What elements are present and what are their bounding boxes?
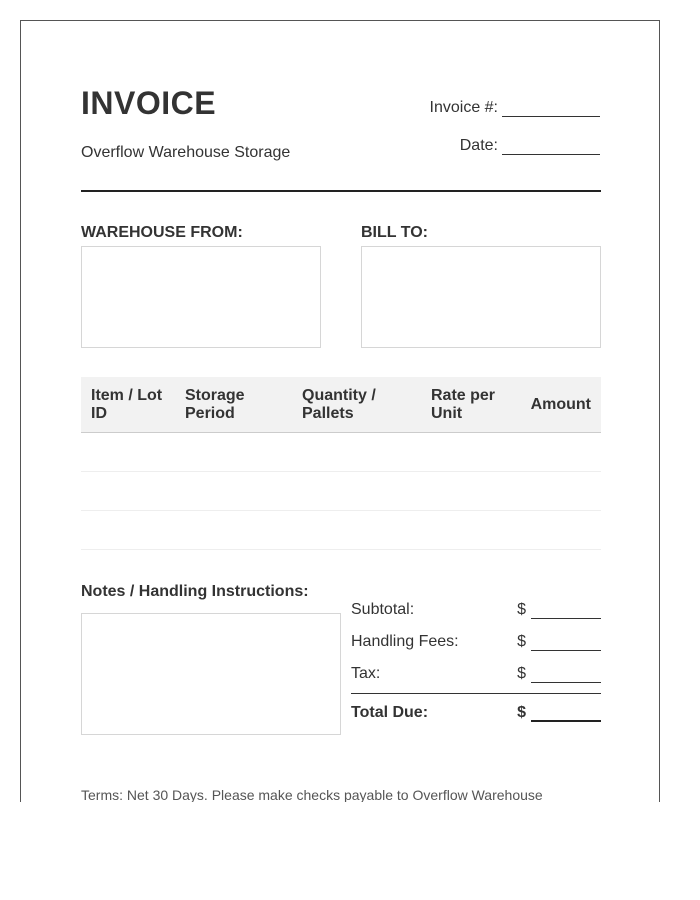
currency-symbol: $	[517, 665, 526, 682]
date-label: Date:	[459, 137, 498, 154]
bill-to-label: BILL TO:	[361, 224, 428, 241]
header-quantity-pallets: Quantity / Pallets	[302, 386, 376, 422]
total-due-label: Total Due:	[351, 704, 429, 721]
date-field[interactable]	[460, 137, 600, 155]
handling-fees-label: Handling Fees:	[351, 633, 459, 650]
header-storage-period: Storage Period	[185, 386, 245, 422]
currency-symbol: $	[517, 601, 526, 618]
table-row[interactable]	[81, 511, 601, 550]
subtotal-blank[interactable]	[531, 606, 601, 619]
notes-label: Notes / Handling Instructions:	[81, 583, 309, 600]
table-row[interactable]	[81, 472, 601, 511]
subtotal-row	[351, 587, 601, 619]
totals-block	[351, 587, 601, 722]
invoice-number-field[interactable]	[430, 99, 600, 117]
header-divider	[81, 190, 601, 192]
header-amount: Amount	[530, 395, 591, 413]
total-due-row	[351, 694, 601, 722]
table-header	[81, 377, 601, 433]
tax-row	[351, 651, 601, 683]
bill-to-box[interactable]	[361, 246, 601, 348]
warehouse-from-label: WAREHOUSE FROM:	[81, 224, 243, 241]
table-row[interactable]	[81, 433, 601, 472]
handling-fees-blank[interactable]	[531, 638, 601, 651]
header-item-lot-id: Item / Lot ID	[91, 386, 163, 422]
warehouse-from-box[interactable]	[81, 246, 321, 348]
payment-terms: Terms: Net 30 Days. Please make checks payable to Overflow Warehouse	[81, 787, 543, 802]
handling-fees-row	[351, 619, 601, 651]
tax-label: Tax:	[351, 665, 381, 682]
subtotal-label: Subtotal:	[351, 601, 415, 618]
total-due-blank[interactable]	[531, 708, 601, 722]
line-items-table	[81, 377, 601, 550]
header-rate-per-unit: Rate per Unit	[431, 386, 496, 422]
invoice-number-blank[interactable]	[502, 102, 600, 117]
date-blank[interactable]	[502, 140, 600, 155]
invoice-number-label: Invoice #:	[429, 99, 498, 116]
notes-box[interactable]	[81, 613, 341, 735]
tax-blank[interactable]	[531, 670, 601, 683]
currency-symbol: $	[517, 704, 526, 721]
invoice-sheet	[20, 20, 660, 802]
invoice-title: INVOICE	[81, 85, 217, 121]
company-name: Overflow Warehouse Storage	[81, 144, 291, 161]
currency-symbol: $	[517, 633, 526, 650]
